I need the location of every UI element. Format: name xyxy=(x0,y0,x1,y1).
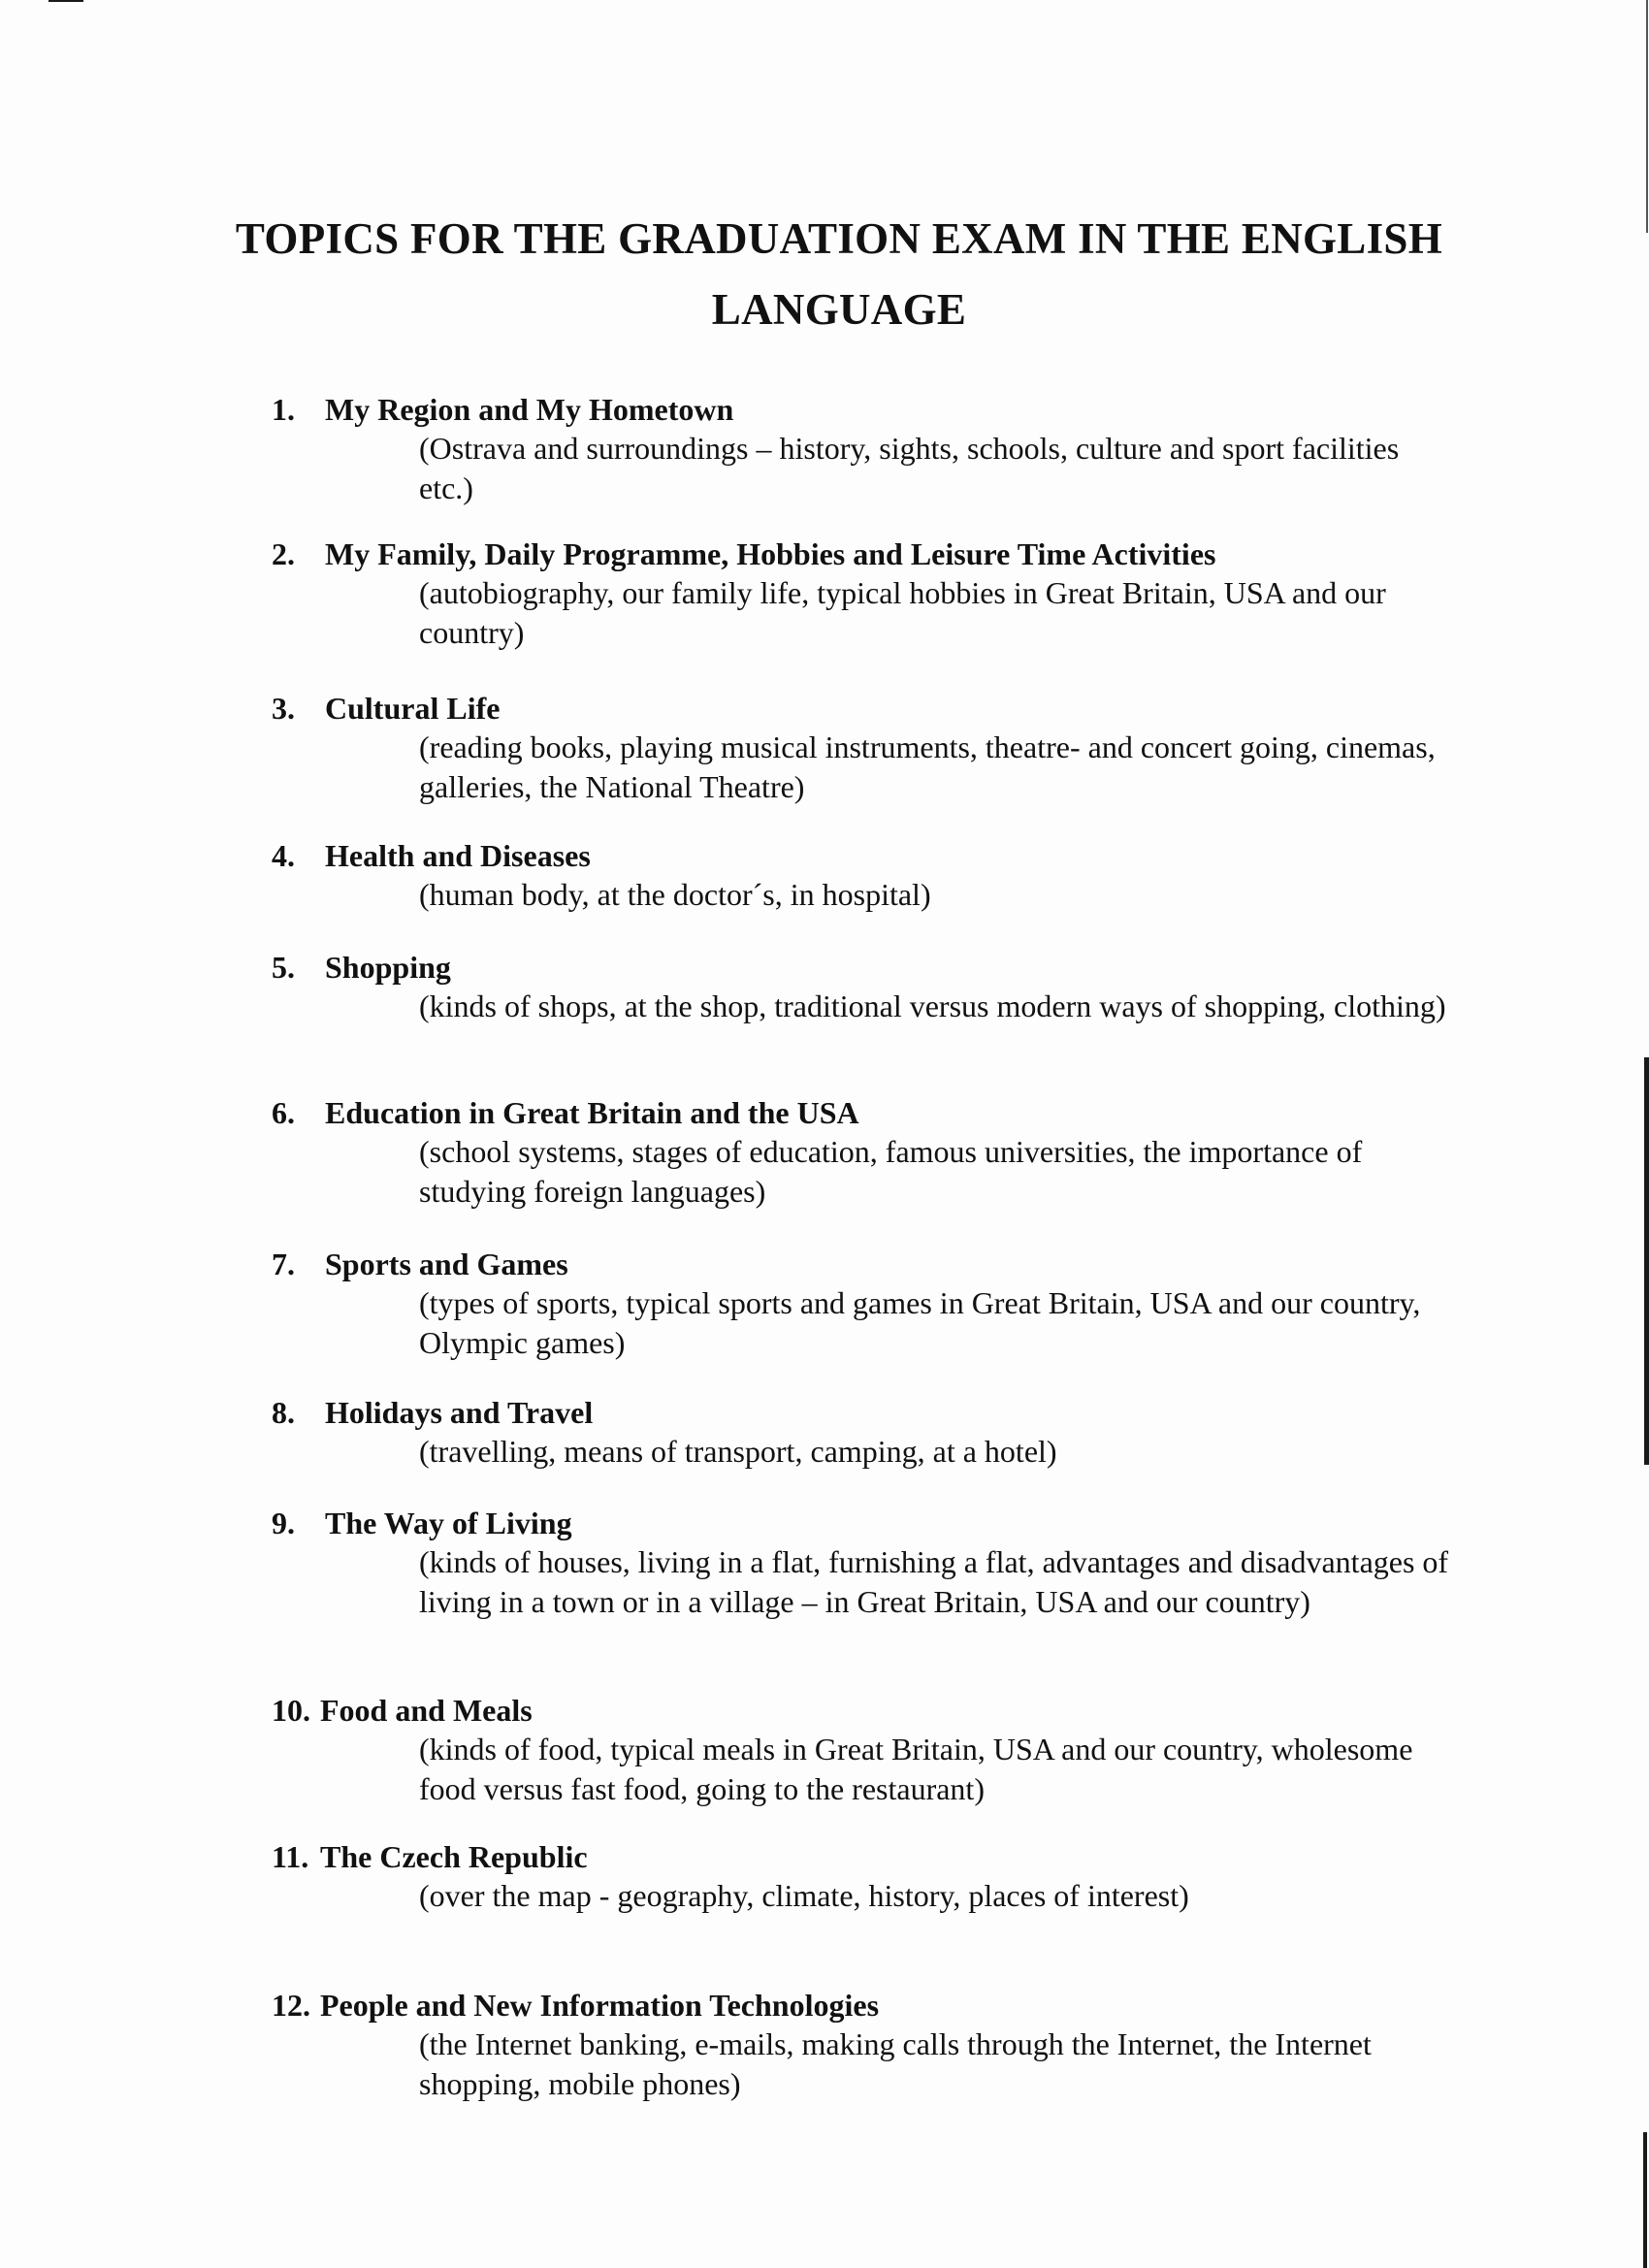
topic-description: (autobiography, our family life, typical hobbies in Great Britain, USA and our country) xyxy=(419,575,1386,650)
topic-number: 4. xyxy=(272,838,295,873)
scan-edge-mark-right-top xyxy=(1646,0,1648,233)
topic-number: 2. xyxy=(272,536,295,571)
topic-number: 9. xyxy=(272,1506,295,1540)
scan-edge-mark-right-bottom xyxy=(1643,2132,1647,2268)
topic-heading xyxy=(272,1691,1484,1730)
topic-title: Food and Meals xyxy=(320,1693,533,1728)
topic-number: 1. xyxy=(272,392,295,427)
topic-number: 10. xyxy=(272,1693,310,1728)
topic-description: (the Internet banking, e-mails, making calls through the Internet, the Internet shopping, mobile phones) xyxy=(419,2026,1372,2101)
topic-item xyxy=(272,836,1484,915)
topic-item xyxy=(272,1837,1484,1916)
topic-item xyxy=(272,948,1484,1026)
topic-number: 3. xyxy=(272,691,295,726)
topic-title: The Czech Republic xyxy=(320,1839,588,1874)
topic-heading xyxy=(272,836,1484,875)
topic-title: My Family, Daily Programme, Hobbies and Leisure Time Activities xyxy=(325,536,1216,571)
topic-number: 7. xyxy=(272,1247,295,1281)
topic-heading xyxy=(272,390,1484,429)
topic-heading xyxy=(272,948,1484,987)
topic-number: 6. xyxy=(272,1095,295,1130)
topic-description: (kinds of food, typical meals in Great Britain, USA and our country, wholesome food versus fast food, going to the restaurant) xyxy=(419,1732,1413,1806)
topic-number: 5. xyxy=(272,950,295,985)
topic-item xyxy=(272,1691,1484,1809)
topic-item xyxy=(272,1393,1484,1472)
topic-number: 8. xyxy=(272,1395,295,1430)
title-line-2: LANGUAGE xyxy=(711,285,967,334)
topic-description: (over the map - geography, climate, history, places of interest) xyxy=(419,1878,1189,1913)
topic-title: Health and Diseases xyxy=(325,838,591,873)
title-line-1: TOPICS FOR THE GRADUATION EXAM IN THE ENGLISH xyxy=(235,214,1443,263)
topic-title: The Way of Living xyxy=(325,1506,572,1540)
topic-description: (reading books, playing musical instruments, theatre- and concert going, cinemas, galleries, the National Theatre) xyxy=(419,729,1436,804)
topic-heading xyxy=(272,1504,1484,1542)
topic-title: People and New Information Technologies xyxy=(320,1988,880,2023)
topic-heading xyxy=(272,1837,1484,1876)
topic-description: (kinds of shops, at the shop, traditional versus modern ways of shopping, clothing) xyxy=(419,988,1446,1023)
topic-number: 11. xyxy=(272,1839,309,1874)
topic-description: (Ostrava and surroundings – history, sights, schools, culture and sport facilities etc.) xyxy=(419,431,1400,505)
topic-item xyxy=(272,1093,1484,1212)
topic-heading xyxy=(272,1245,1484,1283)
topic-item xyxy=(272,535,1484,653)
topic-title: Sports and Games xyxy=(325,1247,568,1281)
topic-title: Holidays and Travel xyxy=(325,1395,594,1430)
topic-title: Education in Great Britain and the USA xyxy=(325,1095,859,1130)
topic-heading xyxy=(272,1393,1484,1432)
topic-heading xyxy=(272,689,1484,728)
topic-description: (school systems, stages of education, famous universities, the importance of studying foreign languages) xyxy=(419,1134,1363,1209)
topic-item xyxy=(272,1504,1484,1622)
topic-title: Shopping xyxy=(325,950,451,985)
topic-item xyxy=(272,390,1484,508)
page-title xyxy=(194,204,1484,345)
scan-edge-mark-top xyxy=(48,0,83,2)
topic-number: 12. xyxy=(272,1988,310,2023)
topic-heading xyxy=(272,535,1484,573)
topic-description: (types of sports, typical sports and games in Great Britain, USA and our country, Olympic games) xyxy=(419,1285,1421,1360)
topic-item xyxy=(272,1986,1484,2104)
topic-description: (human body, at the doctor´s, in hospital) xyxy=(419,877,931,912)
topic-description: (travelling, means of transport, camping, at a hotel) xyxy=(419,1434,1057,1469)
topic-heading xyxy=(272,1986,1484,2025)
topic-item xyxy=(272,689,1484,807)
topic-item xyxy=(272,1245,1484,1363)
topic-title: My Region and My Hometown xyxy=(325,392,734,427)
topic-description: (kinds of houses, living in a flat, furnishing a flat, advantages and disadvantages of living in a town or in a village – in Great Britain, USA and our country) xyxy=(419,1544,1449,1619)
topic-heading xyxy=(272,1093,1484,1132)
scan-edge-mark-right-long xyxy=(1644,1057,1649,1465)
topic-title: Cultural Life xyxy=(325,691,501,726)
